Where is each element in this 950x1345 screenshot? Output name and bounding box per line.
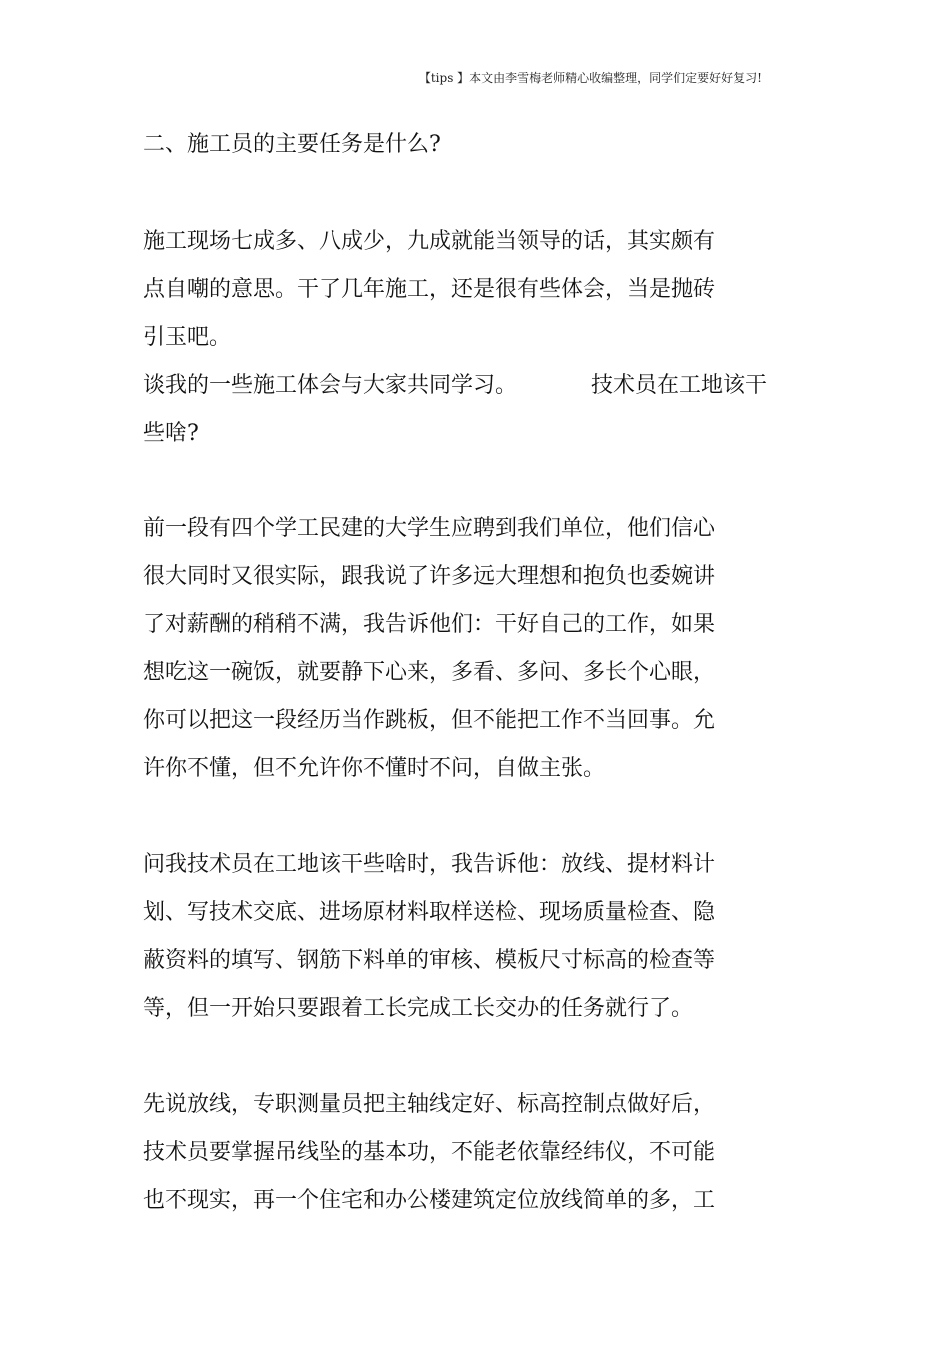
paragraph-4-line-4: 等，但一开始只要跟着工长完成工长交办的任务就行了。 <box>143 996 694 1021</box>
paragraph-2-line-1-right: 技术员在工地该干 <box>591 373 768 398</box>
paragraph-2-line-1-left: 谈我的一些施工体会与大家共同学习。 <box>143 373 518 398</box>
paragraph-3-line-2: 很大同时又很实际，跟我说了许多远大理想和抱负也委婉讲 <box>143 564 716 589</box>
paragraph-3-line-1: 前一段有四个学工民建的大学生应聘到我们单位，他们信心 <box>143 516 716 541</box>
paragraph-3-line-4: 想吃这一碗饭，就要静下心来，多看、多问、多长个心眼， <box>143 660 716 685</box>
paragraph-5-line-1: 先说放线，专职测量员把主轴线定好、标高控制点做好后， <box>143 1092 716 1117</box>
paragraph-1-line-2: 点自嘲的意思。干了几年施工，还是很有些体会，当是抛砖 <box>143 277 716 302</box>
paragraph-1-line-1: 施工现场七成多、八成少，九成就能当领导的话，其实颇有 <box>143 229 716 254</box>
paragraph-3-line-6: 许你不懂，但不允许你不懂时不问，自做主张。 <box>143 756 606 781</box>
paragraph-1-line-3: 引玉吧。 <box>143 325 232 350</box>
document-title: 二、施工员的主要任务是什么? <box>143 132 441 157</box>
paragraph-4-line-3: 蔽资料的填写、钢筋下料单的审核、模板尺寸标高的检查等 <box>143 948 716 973</box>
paragraph-5-line-3: 也不现实，再一个住宅和办公楼建筑定位放线简单的多，工 <box>143 1188 716 1213</box>
paragraph-2-line-2: 些啥? <box>143 421 199 446</box>
paragraph-4-line-1: 问我技术员在工地该干些啥时，我告诉他：放线、提材料计 <box>143 852 716 877</box>
paragraph-4-line-2: 划、写技术交底、进场原材料取样送检、现场质量检查、隐 <box>143 900 716 925</box>
paragraph-3-line-3: 了对薪酬的稍稍不满，我告诉他们：干好自己的工作，如果 <box>143 612 716 637</box>
header-tips: 【tips 】本文由李雪梅老师精心收编整理，同学们定要好好复习! <box>418 71 762 85</box>
paragraph-3-line-5: 你可以把这一段经历当作跳板，但不能把工作不当回事。允 <box>143 708 716 733</box>
paragraph-5-line-2: 技术员要掌握吊线坠的基本功，不能老依靠经纬仪，不可能 <box>143 1140 716 1165</box>
